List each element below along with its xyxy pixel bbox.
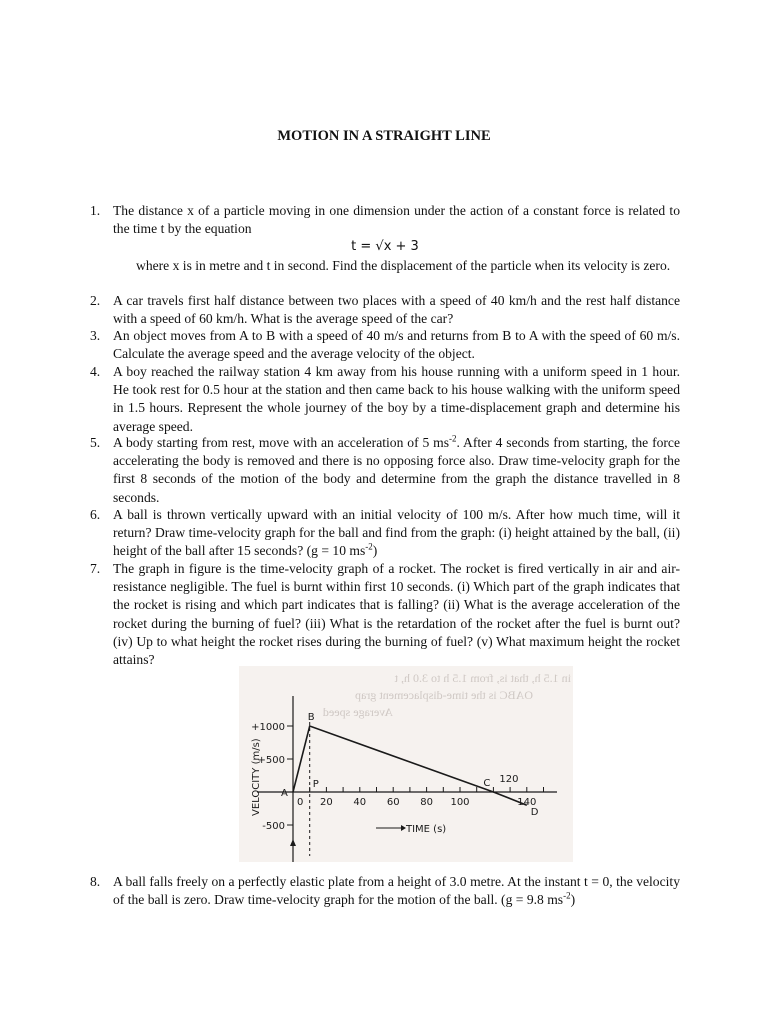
question-text: The graph in figure is the time-velocity graph of a rocket. The rocket is fired vertically in air and air-resistance negligible. The fuel is burnt within first 10 seconds. (i) Which part of the graph indicates that the rocket is rising and which part indicates that is falling? (ii) What is the average acceleration of the rocket during the burning of fuel? (iii) What is the retardation of the rocket after the fuel is burnt out? (iv) Up to what height the rocket rises during the burning of fuel? (v) What maximum height the rocket attains?: [113, 561, 680, 668]
x-tick-label: 100: [450, 797, 470, 808]
question-number: 8.: [90, 874, 101, 889]
bleed-text: OABC is the time-displacement grap: [355, 688, 533, 702]
question-number: 5.: [90, 435, 101, 450]
x-tick-label: 40: [353, 797, 367, 808]
question-6: [90, 506, 680, 561]
velocity-time-chart: [239, 666, 573, 862]
question-text: A ball is thrown vertically upward with an initial velocity of 100 m/s. After how much time, will it return? Draw time-velocity graph for the ball and find from the graph: (i) height attained by the ball, (ii) height of the ball after 15 seconds? (g = 10 $ms^{-2}$): [113, 507, 680, 559]
question-4: [90, 363, 680, 436]
question-number: 3.: [90, 328, 101, 343]
x-tick-label: 20: [320, 797, 333, 808]
bleed-text: Average speed: [322, 705, 393, 719]
question-number: 7.: [90, 561, 101, 576]
question-number: 1.: [90, 203, 101, 218]
question-text: The distance x of a particle moving in one dimension under the action of a constant force is related to the time t by the equation: [113, 203, 680, 237]
point-label-a: A: [281, 788, 288, 799]
question-text: A car travels first half distance between two places with a speed of 40 km/h and the rest half distance with a speed of 60 km/h. What is the average speed of the car?: [113, 293, 680, 327]
origin-label: 0: [297, 797, 304, 808]
x-tick-label: 80: [420, 797, 433, 808]
question-text: A ball falls freely on a perfectly elastic plate from a height of 3.0 metre. At the instant t = 0, the velocity of the ball is zero. Draw time-velocity graph for the motion of the ball. (g = 9.8 $ms^{-2}$): [113, 874, 680, 908]
question-3: [90, 327, 680, 363]
x-tick-label: 140: [517, 797, 537, 808]
question-text: A boy reached the railway station 4 km away from his house running with a uniform speed in 1 hour. He took rest for 0.5 hour at the station and then came back to his house walking with the uniform speed in 1.5 hours. Represent the whole journey of the boy by a time-displacement graph and determine his average speed.: [113, 364, 680, 434]
y-tick-label: +500: [257, 755, 285, 766]
point-c-value: 120: [499, 774, 519, 785]
question-5: [90, 434, 680, 507]
question-text: An object moves from A to B with a speed of 40 m/s and returns from B to A with the speed of 60 m/s. Calculate the average speed and the average velocity of the object.: [113, 328, 680, 362]
question-2: [90, 292, 680, 328]
y-tick-label: +1000: [251, 722, 285, 733]
question-7: [90, 560, 680, 669]
bleed-text: in 1.5 h, that is, from 1.5 h to 3.0 h, t: [394, 671, 571, 685]
point-label-p: P: [312, 779, 319, 790]
question-8: [90, 873, 680, 909]
question-number: 2.: [90, 293, 101, 308]
arrowhead-icon: [290, 839, 296, 846]
y-axis-label: VELOCITY (m/s): [251, 738, 262, 816]
y-tick-label: -500: [262, 821, 285, 832]
x-axis-label: TIME (s): [406, 824, 447, 835]
question-number: 6.: [90, 507, 101, 522]
question-number: 4.: [90, 364, 101, 379]
rocket-velocity-figure: [239, 666, 573, 862]
point-label-c: C: [483, 778, 491, 789]
point-label-b: B: [307, 712, 315, 723]
equation: t = √x + 3: [351, 239, 419, 255]
point-label-d: D: [530, 807, 539, 819]
x-tick-label: 60: [386, 797, 400, 808]
question-continuation: where x is in metre and t in second. Find the displacement of the particle when its velocity is zero.: [136, 257, 671, 273]
question-text: A body starting from rest, move with an acceleration of 5 $ms^{-2}$. After 4 seconds from starting, the force accelerating the body is removed and there is no opposing force also. Draw time-velocity graph for the first 8 seconds of the motion of the body and determine from the graph the distance travelled in 8 seconds.: [113, 433, 680, 505]
velocity-series-line: [293, 726, 527, 805]
page-title: MOTION IN A STRAIGHT LINE: [277, 128, 491, 144]
question-1: [90, 202, 680, 275]
